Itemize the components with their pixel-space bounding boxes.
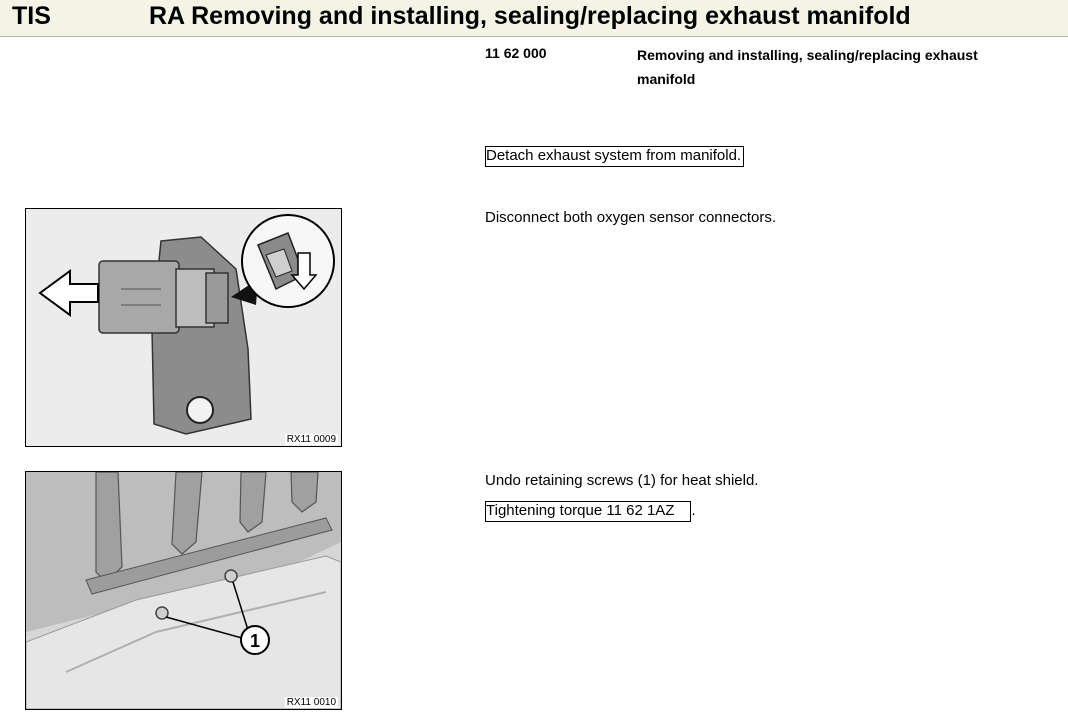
torque-link-suffix: .	[691, 502, 696, 519]
figure-oxygen-sensor-connector	[25, 208, 342, 447]
page-title: RA Removing and installing, sealing/replacing exhaust manifold	[149, 2, 911, 30]
heat-shield-illustration	[26, 472, 341, 709]
torque-link[interactable]: Tightening torque 11 62 1AZ	[485, 501, 691, 522]
callout-1: 1	[249, 631, 261, 651]
figure-label: RX11 0010	[286, 697, 336, 708]
step-detach-exhaust[interactable]	[485, 147, 744, 164]
step-link-detach-exhaust[interactable]: Detach exhaust system from manifold.	[485, 146, 744, 167]
doc-title: Removing and installing, sealing/replacing exhaust manifold	[637, 47, 978, 87]
figure-label: RX11 0009	[286, 434, 336, 445]
header-bar	[0, 0, 1068, 37]
step-tightening-torque[interactable]	[485, 502, 696, 519]
step-undo-screws: Undo retaining screws (1) for heat shield.	[485, 472, 759, 489]
step-disconnect-sensors: Disconnect both oxygen sensor connectors.	[485, 209, 776, 226]
doc-number: 11 62 000	[485, 45, 547, 61]
app-name: TIS	[12, 2, 51, 30]
figure-heat-shield-screws	[25, 471, 342, 710]
connector-illustration	[26, 209, 341, 446]
